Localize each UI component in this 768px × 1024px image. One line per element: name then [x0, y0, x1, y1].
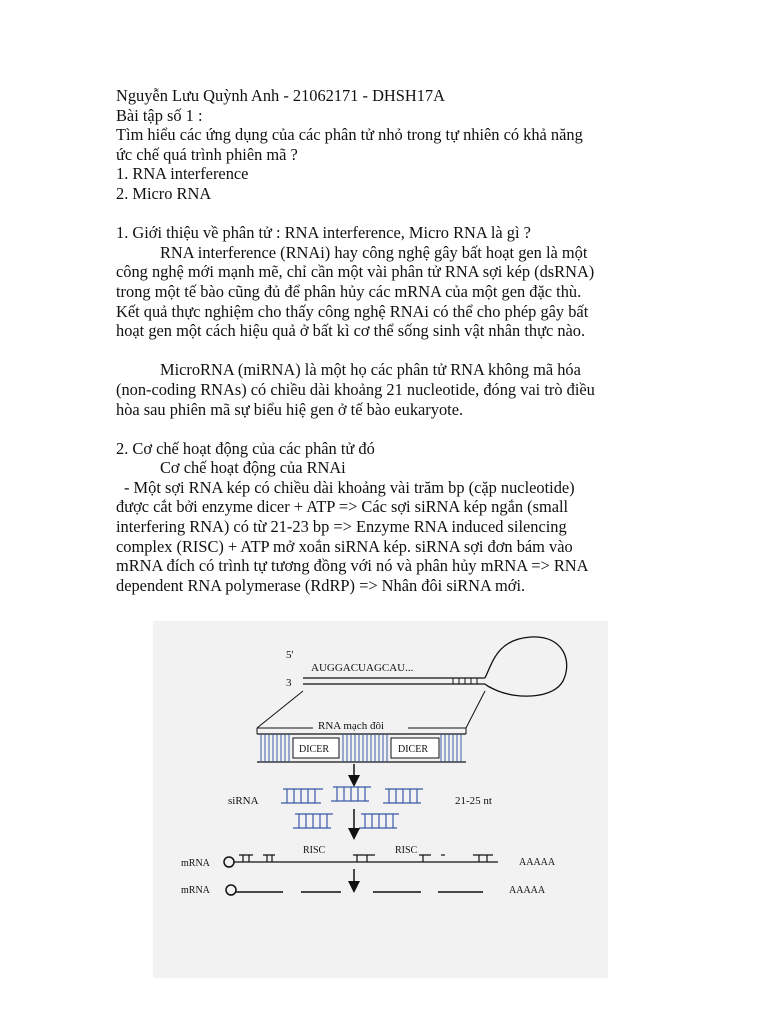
mechanism-line: interfering RNA) có từ 21-23 bp => Enzyme RNA induced silencing [116, 517, 567, 537]
five-prime-label: 5' [286, 649, 294, 661]
mechanism-line: - Một sợi RNA kép có chiều dài khoảng vài trăm bp (cặp nucleotide) [124, 477, 575, 497]
section2-heading: 2. Cơ chế hoạt động của các phân tử đó [116, 438, 375, 458]
mrna-label-2: mRNA [181, 885, 210, 896]
dsrna-label: RNA mạch đôi [318, 720, 384, 732]
hairpin-strands [303, 678, 485, 684]
mrna-cap-1 [224, 857, 234, 867]
rnai-paragraph-line: hoạt gen một cách hiệu quả ở bất kì cơ thể sống sinh vật nhân thực nào. [116, 321, 586, 341]
sirna-fragments [281, 787, 423, 828]
dicer-left-label: DICER [299, 744, 329, 755]
mirna-paragraph-line: hòa sau phiên mã sự biểu hiệ gen ở tế bào eukaryote. [116, 399, 464, 419]
question-line-1: Tìm hiểu các ứng dụng của các phân tử nhỏ trong tự nhiên có khả năng [116, 125, 583, 145]
sirna-label: siRNA [228, 795, 259, 807]
rnai-paragraph-line: công nghệ mới mạnh mẽ, chỉ cần một vài phân tử RNA sợi kép (dsRNA) [116, 262, 595, 282]
risc-left-label: RISC [303, 845, 326, 856]
mechanism-line: dependent RNA polymerase (RdRP) => Nhân đôi siRNA mới. [116, 575, 526, 595]
rnai-paragraph-line: RNA interference (RNAi) hay công nghệ gây bất hoạt gen là một [160, 242, 588, 262]
mrna-label-1: mRNA [181, 858, 210, 869]
rnai-paragraph-line: Kết quả thực nghiệm cho thấy công nghệ RNAi có thể cho phép gây bất [116, 301, 589, 321]
document-body [116, 86, 676, 595]
risc-bound-sirna [239, 855, 493, 862]
author-line: Nguyễn Lưu Quỳnh Anh - 21062171 - DHSH17A [116, 86, 445, 105]
mechanism-line: mRNA đích có trình tự tương đồng với nó và phân hủy mRNA => RNA [116, 556, 589, 576]
rnai-paragraph-line: trong một tế bào cũng đủ để phân hủy các mRNA của một gen đặc thù. [116, 281, 582, 301]
hairpin-loop [485, 637, 567, 696]
hairpin-base-pairs [453, 678, 477, 684]
rnai-mechanism-diagram [153, 621, 608, 978]
mrna-cap-2 [226, 885, 236, 895]
section1-heading: 1. Giới thiệu về phân tử : RNA interference, Micro RNA là gì ? [116, 223, 531, 243]
three-prime-label: 3 [286, 677, 292, 689]
dicer-right-label: DICER [398, 744, 428, 755]
mirna-paragraph-line: MicroRNA (miRNA) là một họ các phân tử RNA không mã hóa [160, 360, 581, 380]
diagram-svg [153, 621, 608, 978]
exercise-title: Bài tập số 1 : [116, 105, 203, 125]
section2-subheading: Cơ chế hoạt động của RNAi [160, 458, 346, 478]
question-line-2: ức chế quá trình phiên mã ? [116, 144, 298, 164]
sequence-label: AUGGACUAGCAU... [311, 662, 414, 674]
question-item-1: 1. RNA interference [116, 164, 249, 184]
polya-2: AAAAA [509, 885, 546, 896]
mirna-paragraph-line: (non-coding RNAs) có chiều dài khoảng 21 nucleotide, đóng vai trò điều [116, 379, 595, 399]
mechanism-line: được cắt bởi enzyme dicer + ATP => Các sợi siRNA kép ngắn (small [116, 497, 569, 517]
risc-right-label: RISC [395, 845, 418, 856]
polya-1: AAAAA [519, 857, 556, 868]
question-item-2: 2. Micro RNA [116, 183, 212, 203]
mechanism-line: complex (RISC) + ATP mở xoắn siRNA kép. siRNA sợi đơn bám vào [116, 536, 573, 556]
length-label: 21-25 nt [455, 795, 492, 807]
